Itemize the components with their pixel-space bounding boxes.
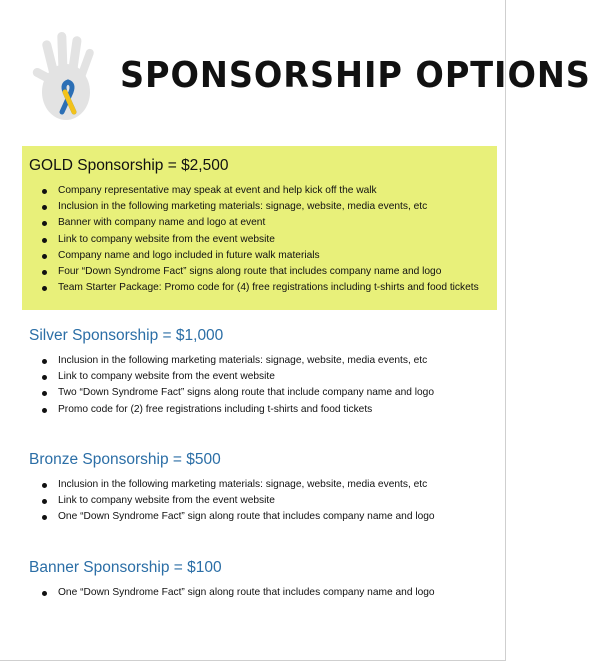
hand-ribbon-logo-icon bbox=[30, 26, 104, 126]
list-item: Company representative may speak at event and help kick off the walk bbox=[58, 183, 479, 199]
bronze-list bbox=[29, 477, 435, 526]
gold-heading: GOLD Sponsorship = $2,500 bbox=[29, 157, 229, 174]
list-item: Banner with company name and logo at event bbox=[58, 215, 479, 231]
list-item: Two “Down Syndrome Fact” signs along route that include company name and logo bbox=[58, 385, 434, 401]
list-item: Inclusion in the following marketing materials: signage, website, media events, etc bbox=[58, 477, 435, 493]
gold-list bbox=[29, 183, 479, 296]
list-item: Inclusion in the following marketing materials: signage, website, media events, etc bbox=[58, 353, 434, 369]
list-item: Link to company website from the event website bbox=[58, 232, 479, 248]
list-item: Four “Down Syndrome Fact” signs along route that includes company name and logo bbox=[58, 264, 479, 280]
banner-list bbox=[29, 585, 435, 601]
list-item: One “Down Syndrome Fact” sign along route that includes company name and logo bbox=[58, 509, 435, 525]
list-item: Team Starter Package: Promo code for (4) free registrations including t-shirts and food tickets bbox=[58, 280, 479, 296]
list-item: One “Down Syndrome Fact” sign along route that includes company name and logo bbox=[58, 585, 435, 601]
page-title: SPONSORSHIP OPTIONS bbox=[120, 55, 591, 96]
list-item: Link to company website from the event website bbox=[58, 493, 435, 509]
list-item: Company name and logo included in future walk materials bbox=[58, 248, 479, 264]
list-item: Promo code for (2) free registrations including t-shirts and food tickets bbox=[58, 402, 434, 418]
banner-heading: Banner Sponsorship = $100 bbox=[29, 559, 222, 576]
list-item: Inclusion in the following marketing materials: signage, website, media events, etc bbox=[58, 199, 479, 215]
bronze-heading: Bronze Sponsorship = $500 bbox=[29, 451, 221, 468]
list-item: Link to company website from the event website bbox=[58, 369, 434, 385]
silver-heading: Silver Sponsorship = $1,000 bbox=[29, 327, 224, 344]
silver-list bbox=[29, 353, 434, 418]
